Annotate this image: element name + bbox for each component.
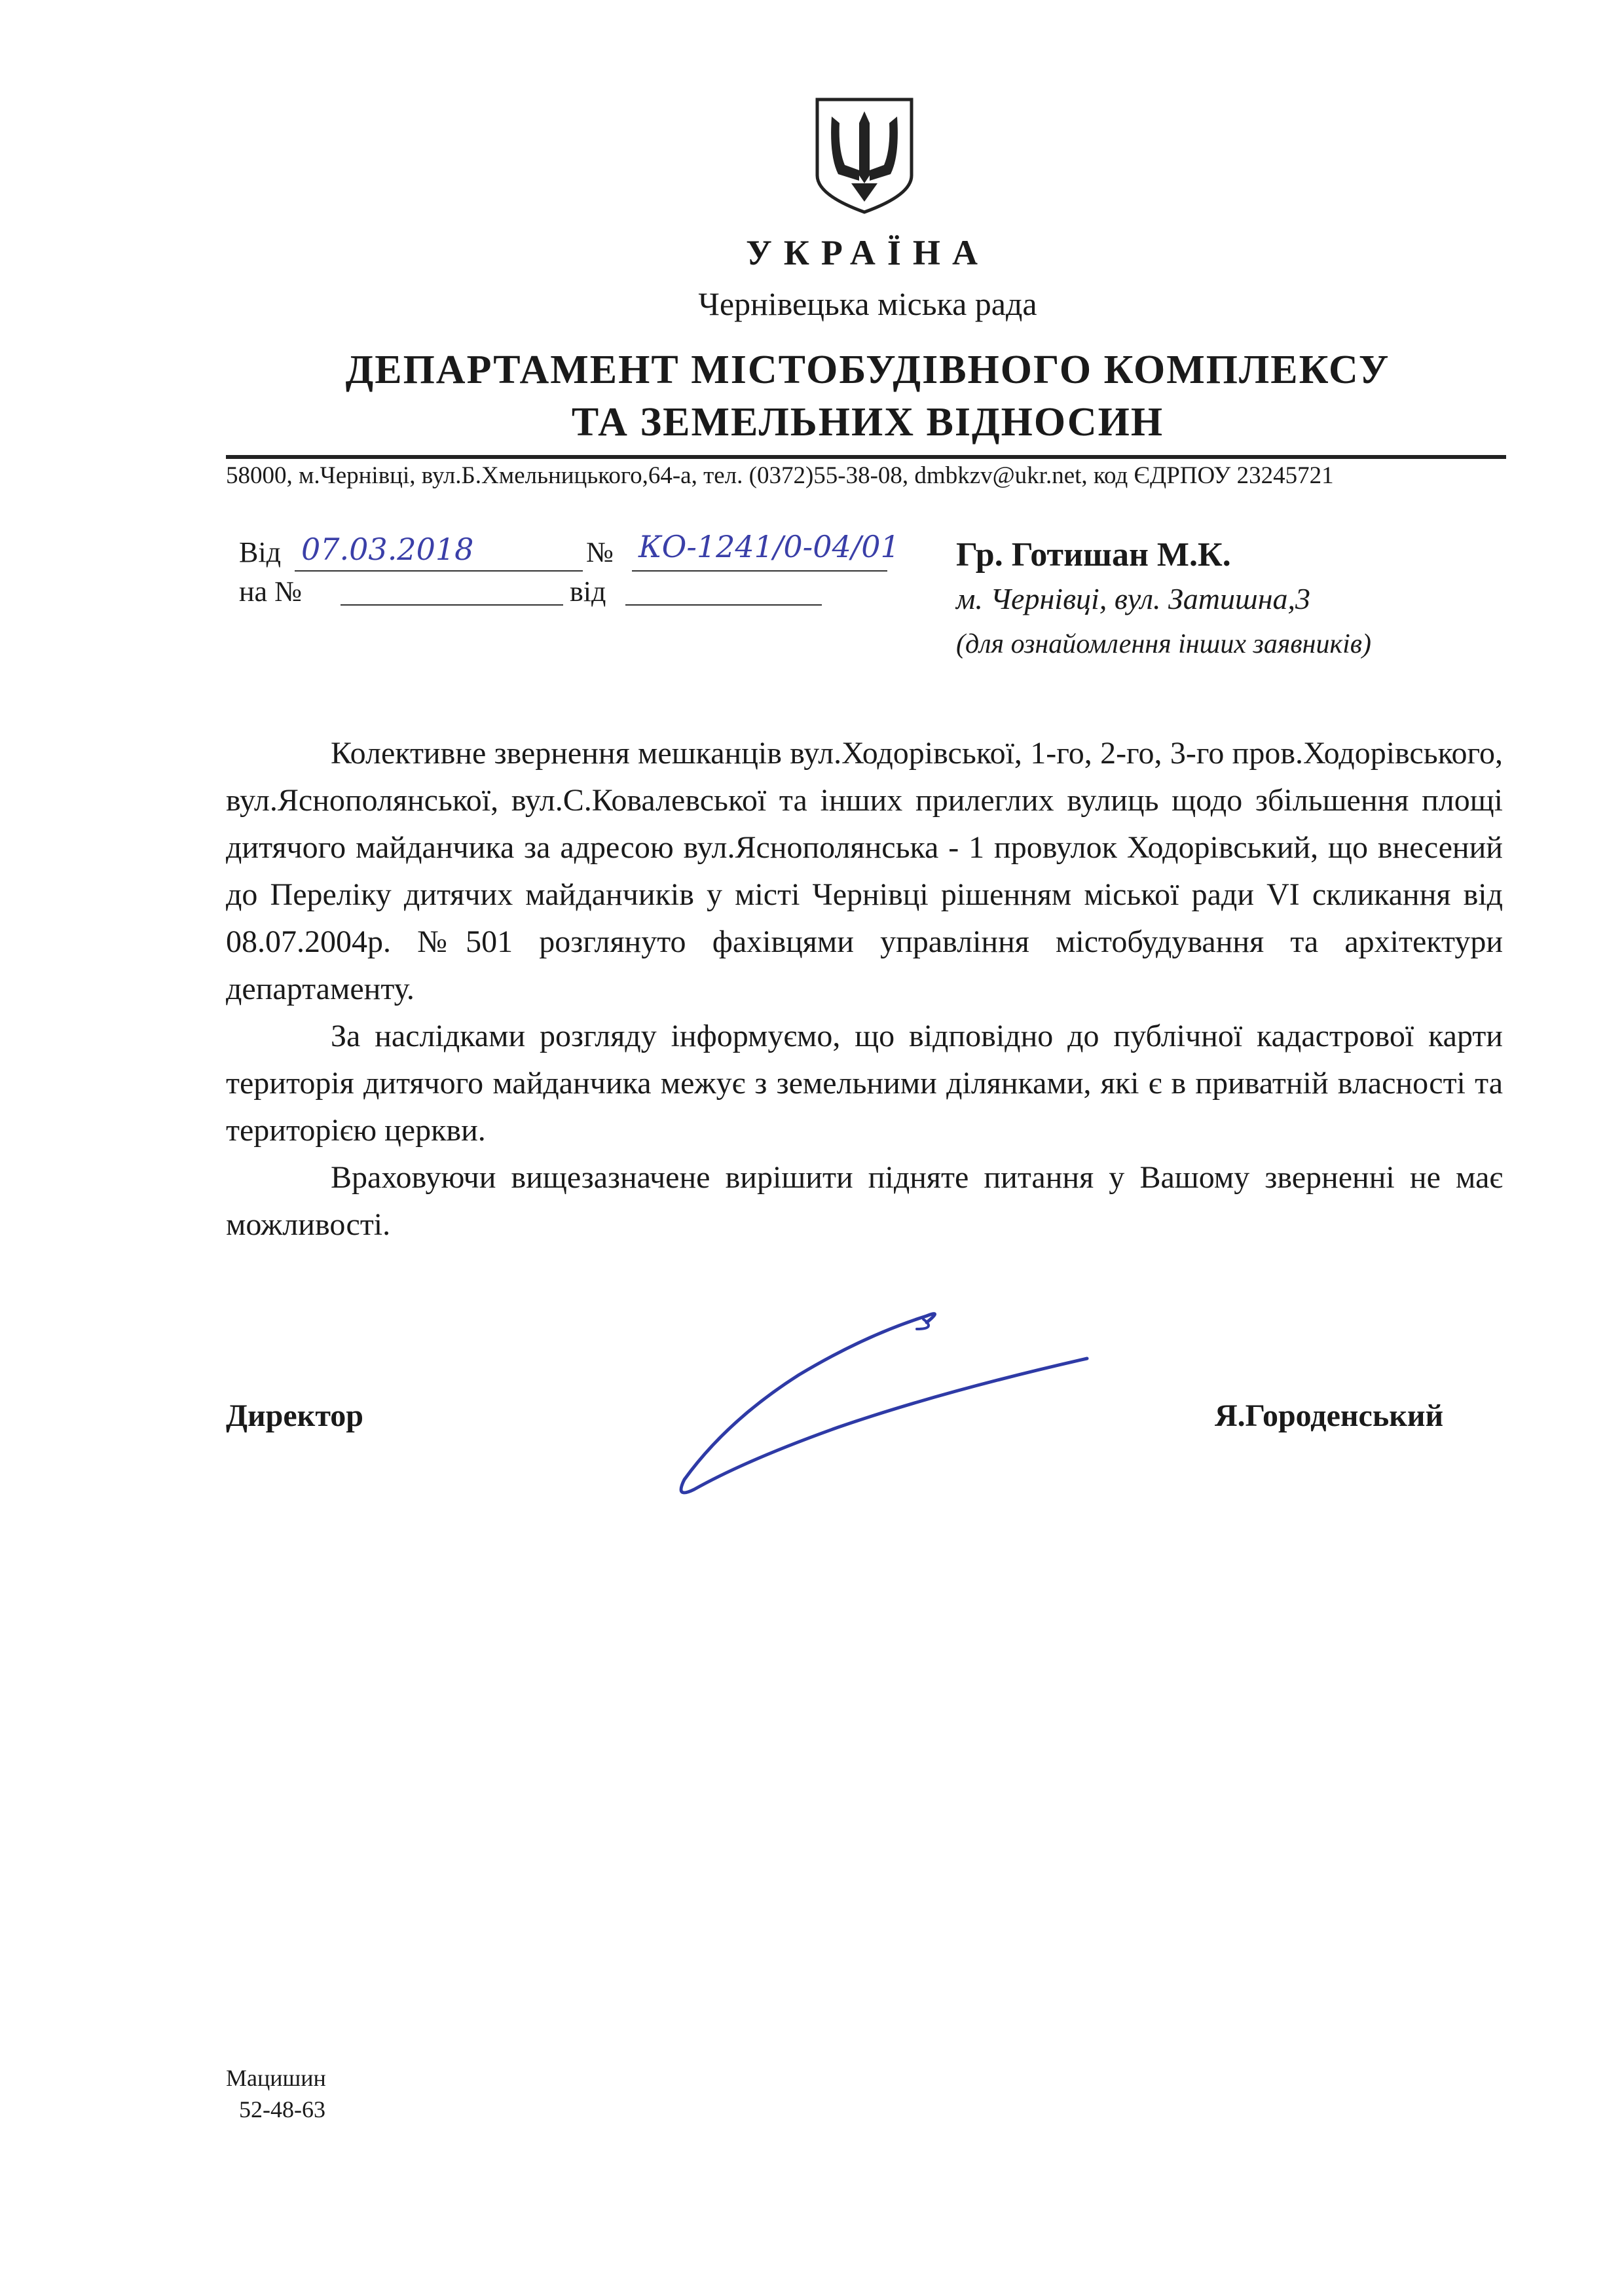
- number-line: [632, 570, 887, 572]
- outgoing-number: КО-1241/0-04/01: [638, 529, 900, 564]
- executor-phone: 52-48-63: [239, 2096, 325, 2123]
- body-paragraph: Враховуючи вищезазначене вирішити підняте питання у Вашому зверненні не має можливості.: [226, 1160, 1503, 1242]
- department-name-line2: ТА ЗЕМЕЛЬНИХ ВІДНОСИН: [571, 400, 1164, 445]
- addressee-name: Гр. Готишан М.К.: [956, 536, 1231, 574]
- council-name: Чернівецька міська рада: [698, 285, 1037, 322]
- from-label: Від: [239, 536, 281, 568]
- signatory-name: Я.Городенський: [1215, 1398, 1444, 1433]
- handwritten-signature: [668, 1303, 1113, 1512]
- signatory-title: Директор: [226, 1398, 363, 1433]
- from-date-line: [295, 570, 583, 572]
- addressee-address: м. Чернівці, вул. Затишна,3: [956, 582, 1311, 615]
- addressee-note: (для ознайомлення інших заявників): [956, 629, 1371, 659]
- executor-name: Мацишин: [226, 2065, 326, 2091]
- letter-body: [226, 730, 1503, 1248]
- trident-emblem-icon: [812, 97, 917, 215]
- number-label: №: [586, 536, 614, 568]
- header-rule: [226, 455, 1506, 459]
- body-paragraph: Колективне звернення мешканців вул.Ходорівської, 1-го, 2-го, 3-го пров.Ходорівського, вул.Яснополянської, вул.С.Ковалевської та інших прилеглих вулиць щодо збільшення площі дитячого майданчика за адресою вул.Яснополянська - 1 провулок Ходорівський, що внесений до Переліку дитячих майданчиків у місті Чернівці рішенням міської ради VI скликання від 08.07.2004р. №501 розглянуто фахівцями управління містобудування та архітектури департаменту.: [226, 736, 1503, 1006]
- from-date: 07.03.2018: [301, 532, 474, 567]
- department-name-line1: ДЕПАРТАМЕНТ МІСТОБУДІВНОГО КОМПЛЕКСУ: [345, 348, 1390, 392]
- reference-from-label: від: [570, 575, 606, 608]
- reference-number-line: [341, 604, 563, 606]
- country-name: УКРАЇНА: [746, 233, 989, 272]
- reference-label: на №: [239, 575, 303, 608]
- executor-block: [226, 2062, 326, 2125]
- reference-date-line: [625, 604, 822, 606]
- body-paragraph: За наслідками розгляду інформуємо, що відповідно до публічної кадастрової карти територія дитячого майданчика межує з земельними ділянками, які є в приватній власності та територією церкви.: [226, 1019, 1503, 1148]
- department-address: 58000, м.Чернівці, вул.Б.Хмельницького,64-а, тел. (0372)55-38-08, dmbkzv@ukr.net, код ЄДРПОУ 23245721: [226, 462, 1334, 489]
